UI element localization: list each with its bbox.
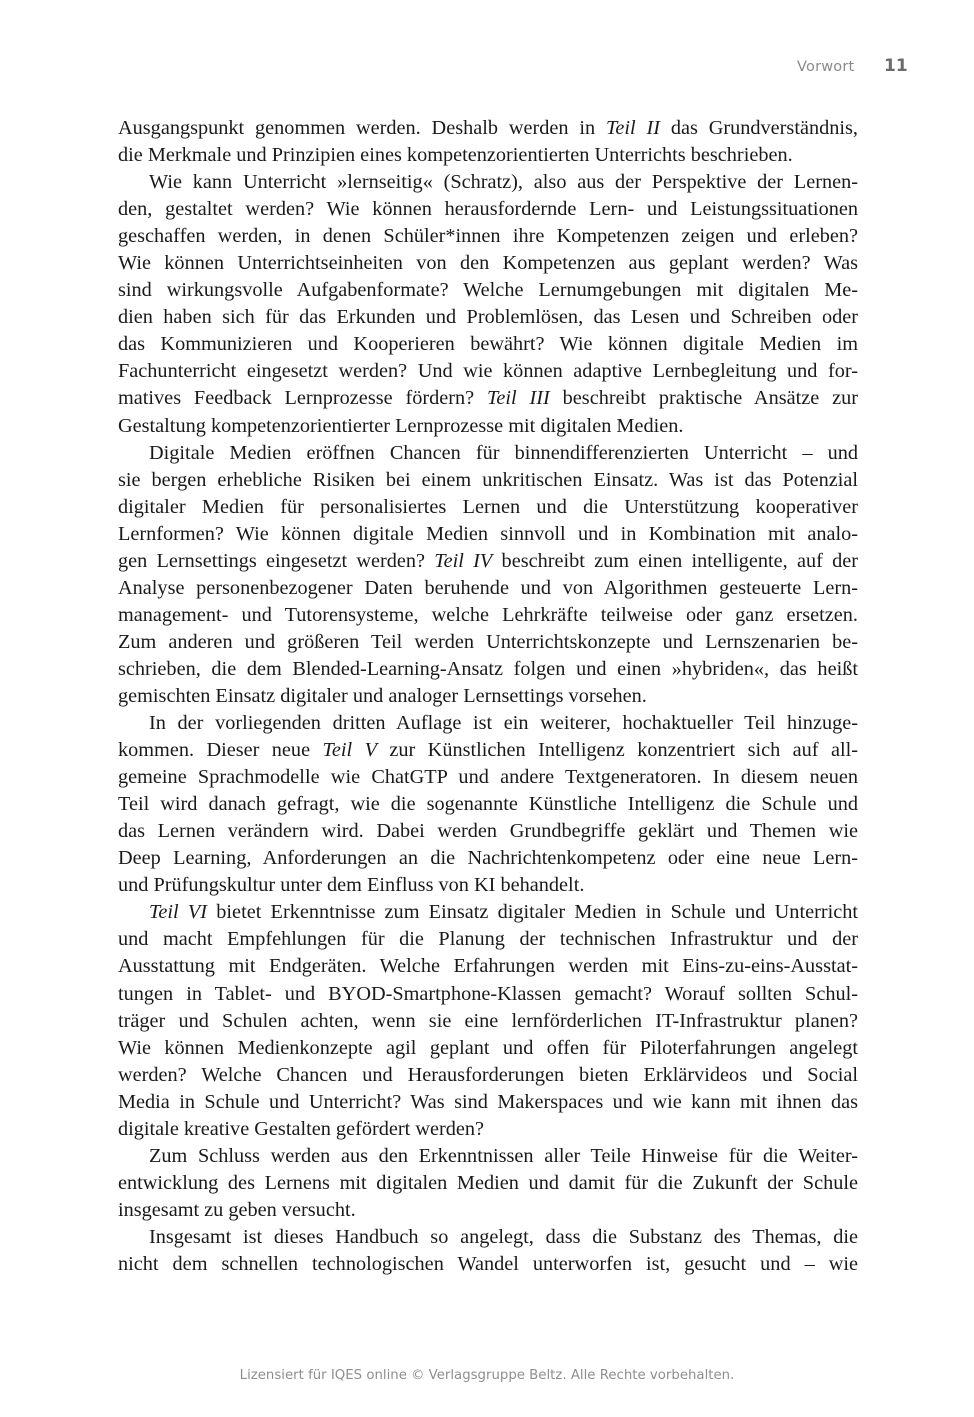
text-line: Ausstattung mit Endgeräten. Welche Erfahrungen werden mit Eins-zu-eins-Ausstat- — [118, 955, 858, 978]
text-line: Lernformen? Wie können digitale Medien sinnvoll und in Kombination mit analo- — [118, 522, 858, 545]
paragraph — [118, 115, 858, 169]
text-line: das Kommunizieren und Kooperieren bewährt? Wie können digitale Medien im — [118, 333, 858, 356]
text-line: sie bergen erhebliche Risiken bei einem unkritischen Einsatz. Was ist das Potenzial — [118, 468, 858, 491]
text-line: schrieben, die dem Blended-Learning-Ansatz folgen und einen »hybriden«, das heißt — [118, 657, 858, 680]
text-line: träger und Schulen achten, wenn sie eine lernförderlichen IT-Infrastruktur planen? — [118, 1009, 858, 1032]
paragraph — [118, 440, 858, 710]
text-line: werden? Welche Chancen und Herausforderungen bieten Erklärvideos und Social — [118, 1063, 858, 1086]
paragraph — [118, 169, 858, 439]
text-line: den, gestaltet werden? Wie können herausfordernde Lern- und Leistungssituationen — [118, 198, 858, 221]
text-line: insgesamt zu geben versucht. — [118, 1198, 356, 1221]
text-line: Deep Learning, Anforderungen an die Nachrichtenkompetenz oder eine neue Lern- — [118, 847, 858, 870]
text-line: Digitale Medien eröffnen Chancen für binnendifferenzierten Unterricht – und — [149, 441, 858, 464]
part-reference: Teil V — [322, 739, 377, 762]
text-line: Teil VI bietet Erkenntnisse zum Einsatz digitaler Medien in Schule und Unterricht — [149, 901, 858, 924]
part-reference: Teil IV — [434, 549, 493, 572]
part-reference: Teil II — [605, 117, 661, 139]
text-line: sind wirkungsvolle Aufgabenformate? Welche Lernumgebungen mit digitalen Me- — [118, 279, 858, 302]
text-line: tungen in Tablet- und BYOD-Smartphone-Klassen gemacht? Worauf sollten Schul- — [118, 982, 858, 1005]
paragraph — [118, 1143, 858, 1224]
text-line: Gestaltung kompetenzorientierter Lernprozesse mit digitalen Medien. — [118, 414, 684, 437]
text-line: Media in Schule und Unterricht? Was sind Makerspaces und wie kann mit ihnen das — [118, 1090, 858, 1113]
text-line: dien haben sich für das Erkunden und Problemlösen, das Lesen und Schreiben oder — [118, 306, 858, 329]
paragraph — [118, 899, 858, 1142]
text-line: Fachunterricht eingesetzt werden? Und wie können adaptive Lernbegleitung und for- — [118, 360, 858, 383]
text-line: matives Feedback Lernprozesse fördern? Teil III beschreibt praktische Ansätze zur — [118, 387, 858, 410]
text-line: kommen. Dieser neue Teil V zur Künstlichen Intelligenz konzentriert sich auf all- — [118, 739, 858, 762]
text-line: Insgesamt ist dieses Handbuch so angelegt, dass die Substanz des Themas, die — [149, 1225, 858, 1248]
text-line: gemeine Sprachmodelle wie ChatGTP und andere Textgeneratoren. In diesem neuen — [118, 766, 858, 789]
text-line: Ausgangspunkt genommen werden. Deshalb werden in Teil II das Grundverständnis, — [118, 117, 858, 139]
text-line: die Merkmale und Prinzipien eines kompetenzorientierten Unterrichts beschrieben. — [118, 144, 793, 167]
text-line: digitaler Medien für personalisiertes Lernen und die Unterstützung kooperativer — [118, 495, 858, 518]
page-header — [0, 56, 974, 80]
paragraph — [118, 710, 858, 899]
text-line: entwicklung des Lernens mit digitalen Medien und damit für die Zukunft der Schule — [118, 1171, 858, 1194]
text-line: Zum anderen und größeren Teil werden Unterrichtskonzepte und Lernszenarien be- — [118, 630, 858, 653]
text-line: Zum Schluss werden aus den Erkenntnissen aller Teile Hinweise für die Weiter- — [149, 1144, 858, 1167]
text-line: Wie kann Unterricht »lernseitig« (Schratz), also aus der Perspektive der Lernen- — [149, 171, 858, 194]
text-line: und macht Empfehlungen für die Planung der technischen Infrastruktur und der — [118, 928, 858, 951]
text-line: digitale kreative Gestalten gefördert werden? — [118, 1117, 485, 1140]
paragraph — [118, 1224, 858, 1278]
text-line: Wie können Unterrichtseinheiten von den Kompetenzen aus geplant werden? Was — [118, 252, 858, 275]
running-head: Vorwort — [797, 59, 855, 75]
text-line: nicht dem schnellen technologischen Wandel unterworfen ist, gesucht und – wie — [118, 1252, 858, 1275]
text-line: gen Lernsettings eingesetzt werden? Teil IV beschreibt zum einen intelligente, auf der — [118, 549, 859, 572]
page-number: 11 — [884, 56, 908, 76]
text-line: das Lernen verändern wird. Dabei werden Grundbegriffe geklärt und Themen wie — [118, 820, 858, 843]
text-line: Wie können Medienkonzepte agil geplant und offen für Piloterfahrungen angelegt — [118, 1036, 858, 1059]
text-line: gemischten Einsatz digitaler und analoger Lernsettings vorsehen. — [118, 684, 647, 707]
part-reference: Teil VI — [149, 901, 208, 924]
body-text — [118, 115, 858, 1278]
text-line: management- und Tutorensysteme, welche Lehrkräfte teilweise oder ganz ersetzen. — [118, 603, 858, 626]
part-reference: Teil III — [487, 387, 550, 410]
text-line: Analyse personenbezogener Daten beruhende und von Algorithmen gesteuerte Lern- — [118, 576, 858, 599]
text-line: In der vorliegenden dritten Auflage ist ein weiterer, hochaktueller Teil hinzuge- — [149, 712, 858, 735]
text-line: Teil wird danach gefragt, wie die sogenannte Künstliche Intelligenz die Schule und — [118, 793, 858, 816]
text-line: und Prüfungskultur unter dem Einfluss von KI behandelt. — [118, 874, 585, 897]
text-line: geschaffen werden, in denen Schüler*innen ihre Kompetenzen zeigen und erleben? — [118, 225, 858, 248]
license-notice: Lizensiert für IQES online © Verlagsgruppe Beltz. Alle Rechte vorbehalten. — [239, 1368, 735, 1383]
